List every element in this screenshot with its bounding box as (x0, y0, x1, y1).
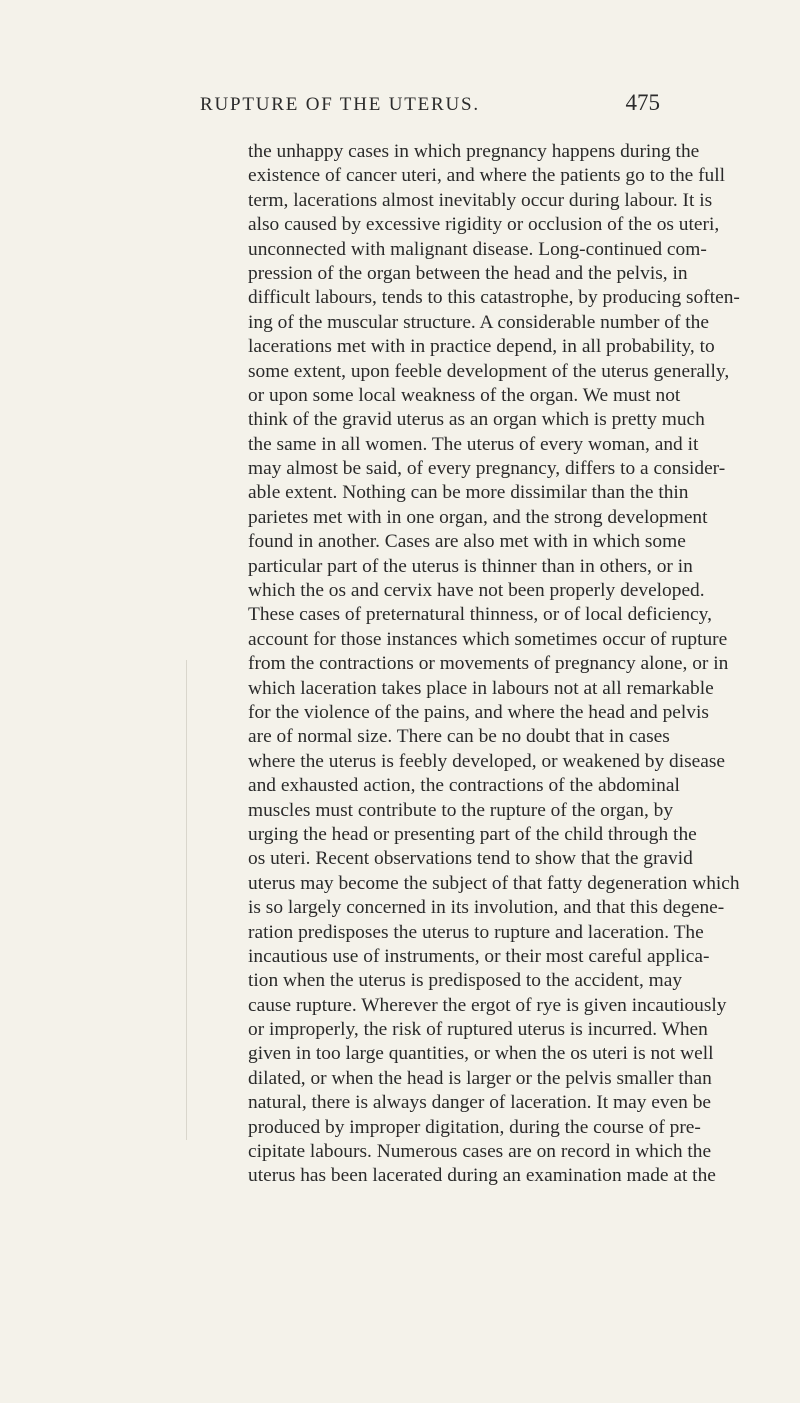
text-line: may almost be said, of every pregnancy, differs to a consider- (248, 458, 726, 480)
text-line: the same in all women. The uterus of every woman, and it (248, 433, 699, 455)
text-line: which laceration takes place in labours not at all remarkable (248, 677, 714, 699)
text-line: or improperly, the risk of ruptured uterus is incurred. When (248, 1019, 708, 1041)
text-line: natural, there is always danger of laceration. It may even be (248, 1092, 712, 1114)
text-line: incautious use of instruments, or their most careful applica- (248, 945, 710, 967)
text-line: also caused by excessive rigidity or occlusion of the os uteri, (248, 214, 720, 236)
text-line: and exhausted action, the contractions of the abdominal (248, 775, 680, 797)
running-head (200, 90, 660, 120)
text-line: lacerations met with in practice depend, in all probability, to (248, 336, 715, 358)
running-title: RUPTURE OF THE UTERUS. (200, 94, 480, 115)
text-line: think of the gravid uterus as an organ which is pretty much (248, 409, 705, 431)
text-line: from the contractions or movements of pregnancy alone, or in (248, 653, 729, 675)
text-line: which the os and cervix have not been properly developed. (248, 580, 705, 602)
text-line: some extent, upon feeble development of the uterus generally, (248, 360, 730, 382)
text-line: parietes met with in one organ, and the strong development (248, 506, 708, 528)
text-line: uterus has been lacerated during an examination made at the (248, 1165, 716, 1187)
text-line: dilated, or when the head is larger or the pelvis smaller than (248, 1067, 712, 1089)
page-edge-shadow (186, 660, 187, 1140)
text-line: particular part of the uterus is thinner than in others, or in (248, 555, 693, 577)
text-line: pression of the organ between the head and the pelvis, in (248, 262, 688, 284)
text-line: muscles must contribute to the rupture of the organ, by (248, 799, 674, 821)
text-line: os uteri. Recent observations tend to show that the gravid (248, 848, 693, 870)
text-line: is so largely concerned in its involution, and that this degene- (248, 897, 725, 919)
body-paragraph (248, 140, 740, 1189)
text-line: ing of the muscular structure. A considerable number of the (248, 311, 709, 333)
text-line: able extent. Nothing can be more dissimilar than the thin (248, 482, 689, 504)
page-number: 475 (625, 90, 660, 115)
text-line: given in too large quantities, or when the os uteri is not well (248, 1043, 714, 1065)
text-line: account for those instances which sometimes occur of rupture (248, 628, 728, 650)
text-line: tion when the uterus is predisposed to the accident, may (248, 970, 683, 992)
text-line: for the violence of the pains, and where the head and pelvis (248, 701, 709, 723)
text-line: unconnected with malignant disease. Long-continued com- (248, 238, 707, 260)
text-line: produced by improper digitation, during the course of pre- (248, 1116, 701, 1138)
text-line: existence of cancer uteri, and where the patients go to the full (248, 165, 726, 187)
text-line: uterus may become the subject of that fatty degeneration which (248, 872, 740, 894)
text-line: These cases of preternatural thinness, or of local deficiency, (248, 604, 712, 626)
text-line: cause rupture. Wherever the ergot of rye is given incautiously (248, 994, 727, 1016)
text-line: difficult labours, tends to this catastrophe, by producing soften- (248, 287, 740, 309)
text-line: where the uterus is feebly developed, or weakened by disease (248, 750, 726, 772)
text-line: term, lacerations almost inevitably occur during labour. It is (248, 189, 713, 211)
text-line: urging the head or presenting part of the child through the (248, 823, 697, 845)
text-line: or upon some local weakness of the organ. We must not (248, 384, 681, 406)
text-line: ration predisposes the uterus to rupture and laceration. The (248, 921, 704, 943)
text-line: found in another. Cases are also met with in which some (248, 531, 686, 553)
text-line: cipitate labours. Numerous cases are on record in which the (248, 1141, 712, 1163)
text-line: the unhappy cases in which pregnancy happens during the (248, 141, 700, 162)
text-line: are of normal size. There can be no doubt that in cases (248, 726, 670, 748)
